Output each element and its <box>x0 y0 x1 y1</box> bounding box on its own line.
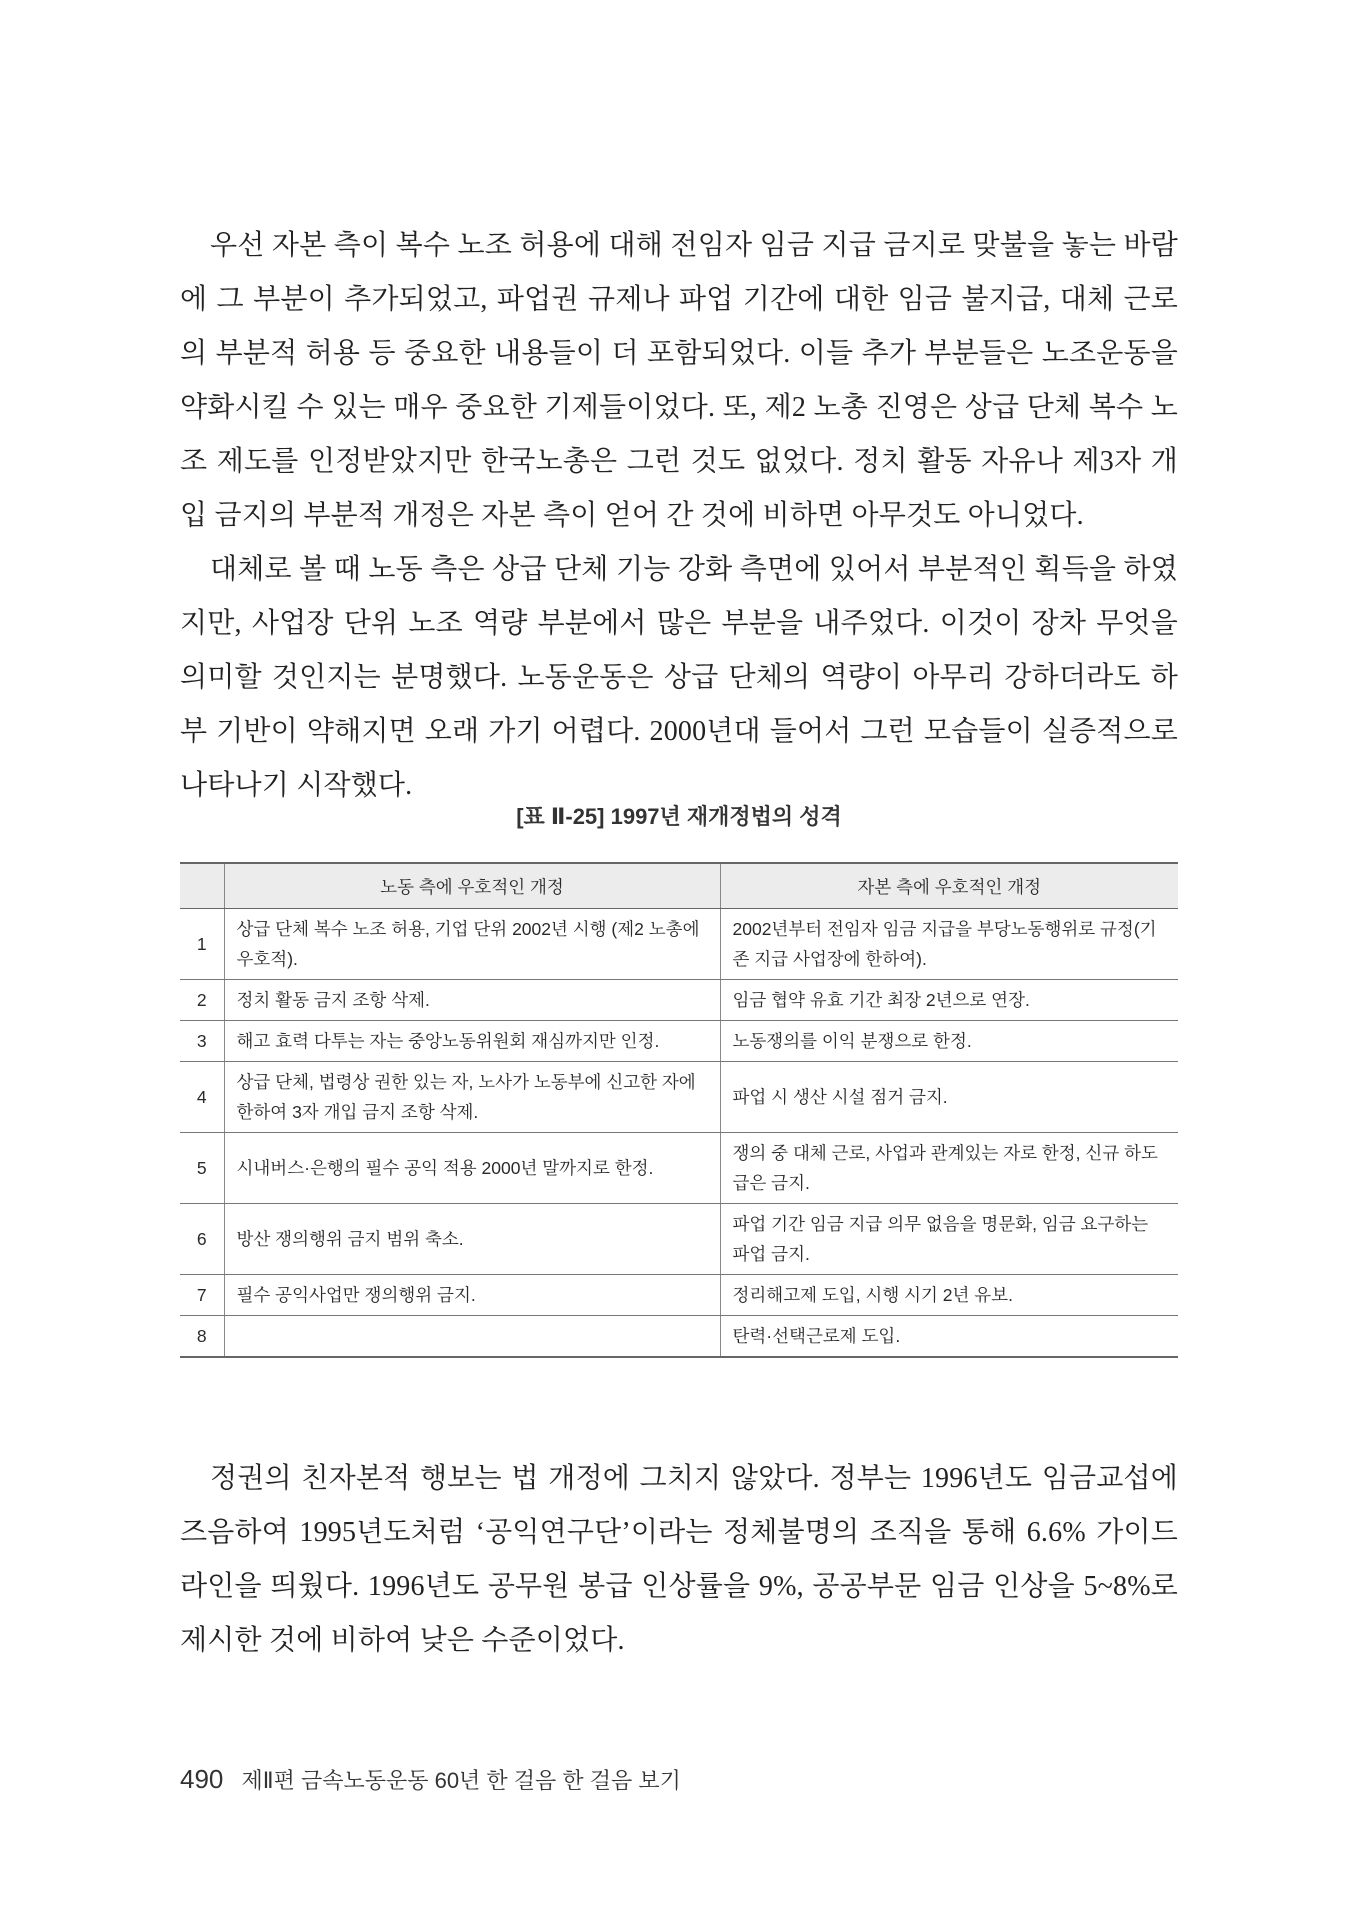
paragraph: 우선 자본 측이 복수 노조 허용에 대해 전임자 임금 지급 금지로 맞불을 놓는 바람에 그 부분이 추가되었고, 파업권 규제나 파업 기간에 대한 임금 불지급, 대체 근로의 부분적 허용 등 중요한 내용들이 더 포함되었다. 이들 추가 부분들은 노조운동을 약화시킬 수 있는 매우 중요한 기제들이었다. 또, 제2 노총 진영은 상급 단체 복수 노조 제도를 인정받았지만 한국노총은 그런 것도 없었다. 정치 활동 자유나 제3자 개입 금지의 부분적 개정은 자본 측이 얻어 간 것에 비하면 아무것도 아니었다. <box>180 230 1178 531</box>
labor-cell: 해고 효력 다투는 자는 중앙노동위원회 재심까지만 인정. <box>224 1021 720 1062</box>
body-text-bottom <box>180 1452 1178 1668</box>
comparison-table <box>180 862 1178 1358</box>
page-number: 490 <box>180 1764 224 1794</box>
table-row <box>180 1275 1178 1316</box>
body-text-top <box>180 219 1178 813</box>
capital-cell: 파업 기간 임금 지급 의무 없음을 명문화, 임금 요구하는 파업 금지. <box>720 1204 1178 1275</box>
capital-cell: 정리해고제 도입, 시행 시기 2년 유보. <box>720 1275 1178 1316</box>
paragraph: 정권의 친자본적 행보는 법 개정에 그치지 않았다. 정부는 1996년도 임금교섭에 즈음하여 1995년도처럼 ‘공익연구단’이라는 정체불명의 조직을 통해 6.6% 가이드라인을 띄웠다. 1996년도 공무원 봉급 인상률을 9%, 공공부문 임금 인상을 5~8%로 제시한 것에 비하여 낮은 수준이었다. <box>180 1463 1178 1656</box>
labor-cell: 시내버스·은행의 필수 공익 적용 2000년 말까지로 한정. <box>224 1133 720 1204</box>
table-row <box>180 909 1178 980</box>
capital-cell: 쟁의 중 대체 근로, 사업과 관계있는 자로 한정, 신규 하도급은 금지. <box>720 1133 1178 1204</box>
row-number: 3 <box>180 1021 224 1062</box>
table-caption: [표 Ⅱ-25] 1997년 재개정법의 성격 <box>516 804 842 829</box>
table-header-row <box>180 863 1178 909</box>
row-number: 6 <box>180 1204 224 1275</box>
table-row <box>180 1204 1178 1275</box>
header-capital-friendly: 자본 측에 우호적인 개정 <box>720 863 1178 909</box>
row-number: 5 <box>180 1133 224 1204</box>
capital-cell: 노동쟁의를 이익 분쟁으로 한정. <box>720 1021 1178 1062</box>
labor-cell: 상급 단체 복수 노조 허용, 기업 단위 2002년 시행 (제2 노총에 우호적). <box>224 909 720 980</box>
table-row <box>180 1062 1178 1133</box>
capital-cell: 2002년부터 전임자 임금 지급을 부당노동행위로 규정(기존 지급 사업장에 한하여). <box>720 909 1178 980</box>
row-number: 7 <box>180 1275 224 1316</box>
paragraph: 대체로 볼 때 노동 측은 상급 단체 기능 강화 측면에 있어서 부분적인 획득을 하였지만, 사업장 단위 노조 역량 부분에서 많은 부분을 내주었다. 이것이 장차 무엇을 의미할 것인지는 분명했다. 노동운동은 상급 단체의 역량이 아무리 강하더라도 하부 기반이 약해지면 오래 가기 어렵다. 2000년대 들어서 그런 모습들이 실증적으로 나타나기 시작했다. <box>180 554 1178 801</box>
capital-cell: 탄력·선택근로제 도입. <box>720 1316 1178 1358</box>
row-number: 8 <box>180 1316 224 1358</box>
header-number <box>180 863 224 909</box>
row-number: 2 <box>180 980 224 1021</box>
labor-cell: 정치 활동 금지 조항 삭제. <box>224 980 720 1021</box>
table-row <box>180 1133 1178 1204</box>
header-labor-friendly: 노동 측에 우호적인 개정 <box>224 863 720 909</box>
table-row <box>180 1021 1178 1062</box>
capital-cell: 임금 협약 유효 기간 최장 2년으로 연장. <box>720 980 1178 1021</box>
row-number: 1 <box>180 909 224 980</box>
capital-cell: 파업 시 생산 시설 점거 금지. <box>720 1062 1178 1133</box>
table-row <box>180 980 1178 1021</box>
labor-cell <box>224 1316 720 1358</box>
table-row <box>180 1316 1178 1358</box>
labor-cell: 상급 단체, 법령상 권한 있는 자, 노사가 노동부에 신고한 자에 한하여 3자 개입 금지 조항 삭제. <box>224 1062 720 1133</box>
labor-cell: 방산 쟁의행위 금지 범위 축소. <box>224 1204 720 1275</box>
page-footer <box>180 1764 681 1795</box>
row-number: 4 <box>180 1062 224 1133</box>
labor-cell: 필수 공익사업만 쟁의행위 금지. <box>224 1275 720 1316</box>
running-title: 제Ⅱ편 금속노동운동 60년 한 걸음 한 걸음 보기 <box>241 1768 681 1793</box>
